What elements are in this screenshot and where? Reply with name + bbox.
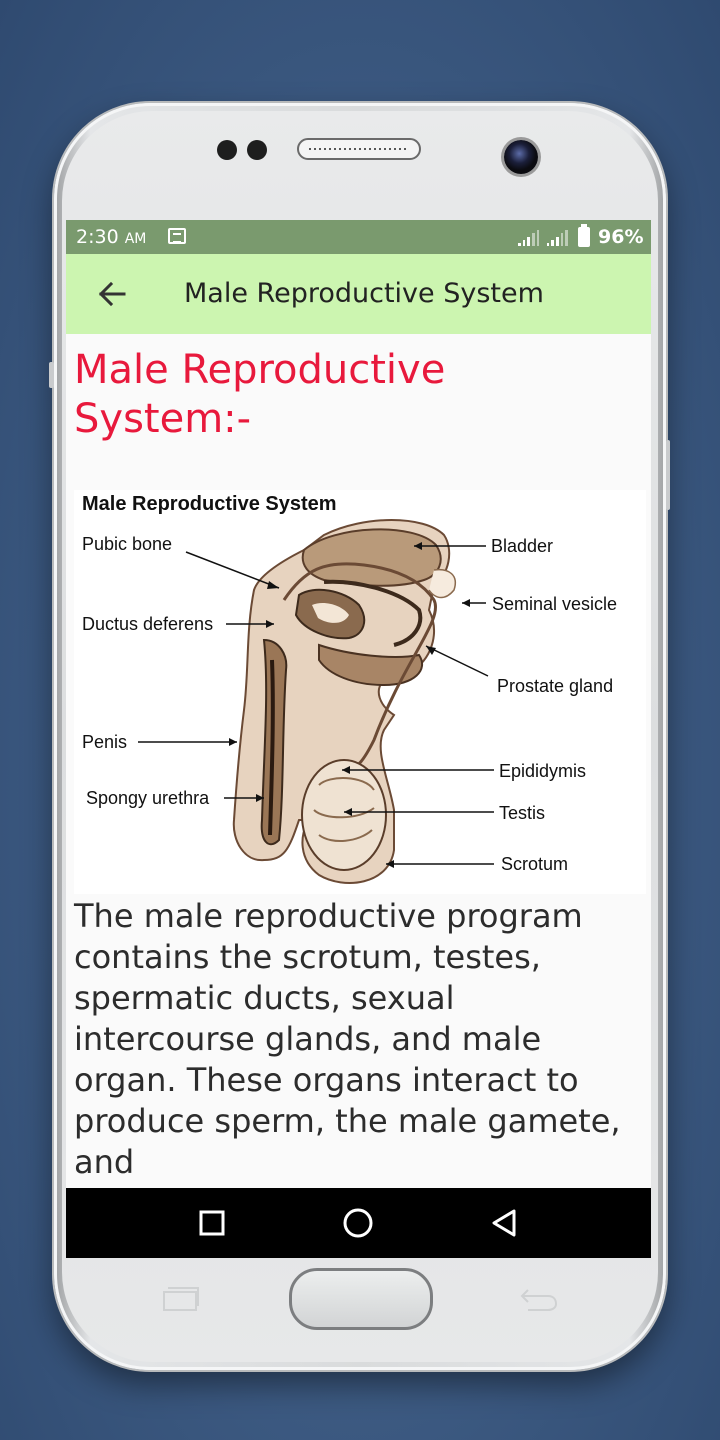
- arrow-left-icon: [92, 274, 132, 314]
- description-paragraph: The male reproductive program contains the scrotum, testes, spermatic ducts, sexual intercourse glands, and male organ. These organs interact to produce sperm, the male gamete, and: [74, 897, 621, 1181]
- hardware-back-key[interactable]: [518, 1284, 560, 1314]
- page-heading: Male Reproductive System:-: [74, 347, 446, 442]
- battery-percentage: 96%: [598, 226, 644, 248]
- status-time: 2:30 AM: [76, 226, 147, 248]
- sensor-dot: [217, 140, 237, 160]
- home-button[interactable]: [340, 1205, 376, 1241]
- anatomy-illustration: [234, 520, 456, 883]
- news-notification-icon: [168, 228, 186, 244]
- label-testis: Testis: [499, 803, 546, 823]
- earpiece-speaker: [297, 138, 421, 160]
- battery-icon: [578, 227, 590, 247]
- content-scroll[interactable]: [66, 334, 651, 1188]
- front-camera: [504, 140, 538, 174]
- label-ductus-deferens: Ductus deferens: [82, 614, 214, 634]
- diagram-title: Male Reproductive System: [82, 493, 337, 515]
- app-bar: [66, 254, 651, 334]
- circle-icon: [340, 1205, 376, 1241]
- label-penis: Penis: [82, 732, 128, 752]
- back-button[interactable]: [92, 274, 132, 314]
- square-icon: [194, 1205, 230, 1241]
- hardware-recents-key[interactable]: [160, 1284, 202, 1314]
- status-bar: [66, 220, 651, 254]
- label-prostate-gland: Prostate gland: [497, 676, 614, 696]
- triangle-back-icon: [486, 1205, 522, 1241]
- label-epididymis: Epididymis: [499, 761, 587, 781]
- label-seminal-vesicle: Seminal vesicle: [492, 594, 618, 614]
- label-pubic-bone: Pubic bone: [82, 534, 173, 554]
- nav-back-button[interactable]: [486, 1205, 522, 1241]
- return-key-icon: [518, 1284, 560, 1314]
- anatomy-diagram: [74, 490, 646, 894]
- recents-key-icon: [160, 1284, 202, 1314]
- power-button: [666, 440, 670, 510]
- label-scrotum: Scrotum: [501, 854, 569, 874]
- hardware-home-key[interactable]: [289, 1268, 433, 1330]
- sensor-dot: [247, 140, 267, 160]
- label-bladder: Bladder: [491, 536, 554, 556]
- navigation-bar: [66, 1188, 651, 1258]
- app-bar-title: Male Reproductive System: [184, 278, 544, 309]
- recents-button[interactable]: [194, 1205, 230, 1241]
- screen: [66, 220, 651, 1258]
- signal-icon: [518, 228, 568, 246]
- label-spongy-urethra: Spongy urethra: [86, 788, 210, 808]
- volume-button: [49, 362, 54, 388]
